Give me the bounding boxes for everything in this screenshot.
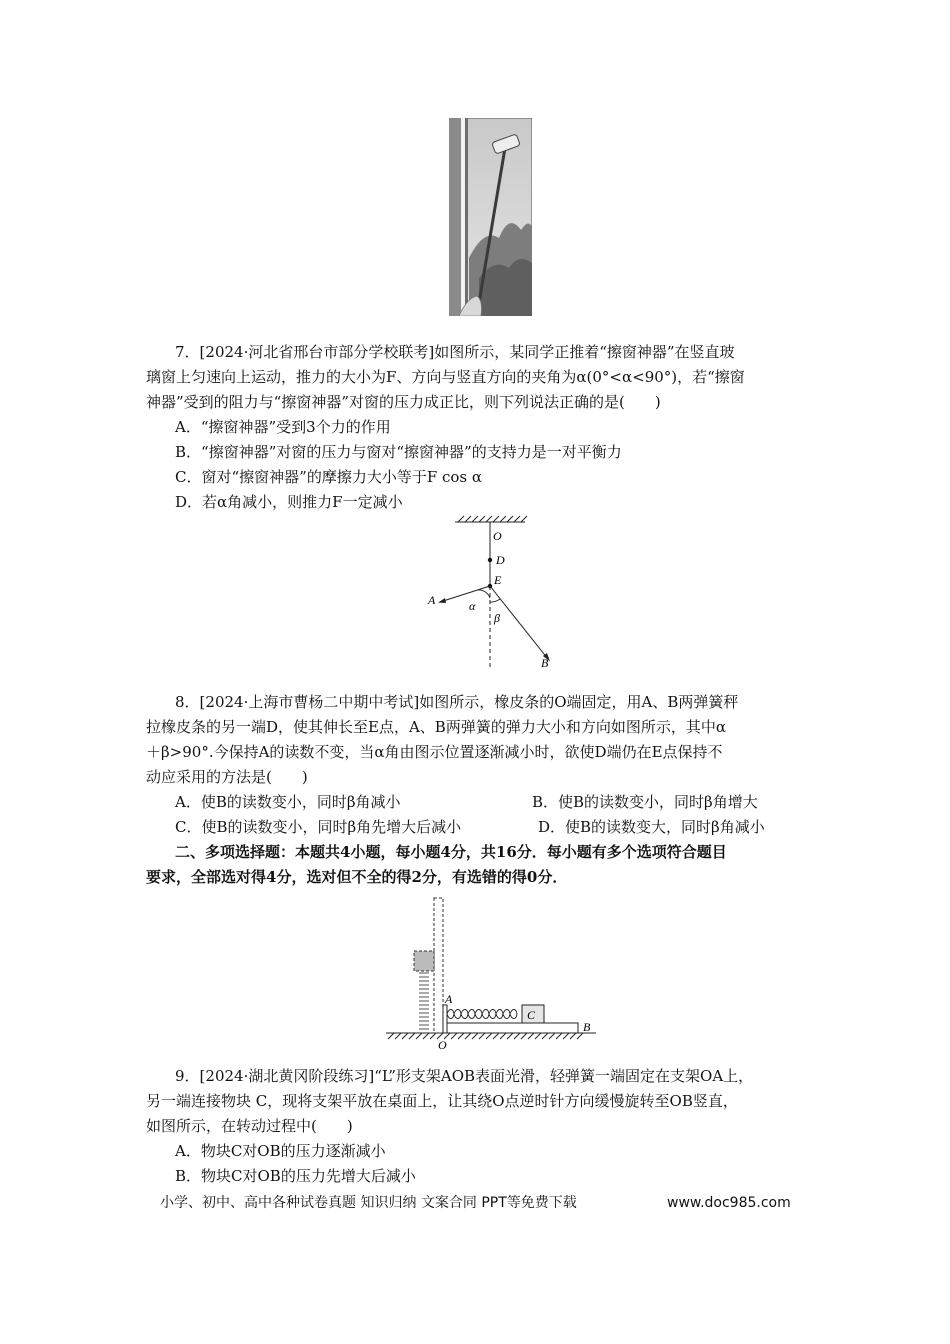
q8-line-1: 8．[2024·上海市曹杨二中期中考试]如图所示，橡皮条的O端固定，用A、B两弹簧秤	[175, 693, 739, 711]
q8-option-c: C．使B的读数变小，同时β角先增大后减小	[175, 818, 462, 836]
q8-option-d: D．使B的读数变大，同时β角减小	[538, 818, 765, 836]
window-cleaner-photo	[449, 118, 532, 316]
footer-link[interactable]: www.doc985.com	[667, 1195, 791, 1211]
section-2-heading-line-2: 要求，全部选对得4分，选对但不全的得2分，有选错的得0分．	[146, 868, 568, 886]
section-2-heading-line-1: 二、多项选择题：本题共4小题，每小题4分，共16分．每小题有多个选项符合题目	[175, 843, 727, 861]
label-O: O	[438, 1038, 447, 1052]
label-A: A	[445, 992, 453, 1006]
label-alpha: α	[469, 599, 476, 613]
label-E: E	[494, 573, 502, 587]
q9-option-b: B．物块C对OB的压力先增大后减小	[175, 1167, 416, 1185]
q7-line-2: 璃窗上匀速向上运动，推力的大小为F、方向与竖直方向的夹角为α(0°<α<90°)，若“擦窗	[146, 368, 745, 386]
footer-text: 小学、初中、高中各种试卷真题 知识归纳 文案合同 PPT等免费下载	[160, 1195, 577, 1211]
label-C: C	[527, 1008, 536, 1022]
q7-option-d: D．若α角减小，则推力F一定减小	[175, 493, 403, 511]
q7-option-a: A．“擦窗神器”受到3个力的作用	[175, 418, 391, 436]
q9-option-a: A．物块C对OB的压力逐渐减小	[175, 1142, 386, 1160]
label-A: A	[428, 593, 436, 607]
q8-line-3: ＋β>90°.今保持A的读数不变，当α角由图示位置逐渐减小时，欲使D端仍在E点保持不	[146, 743, 723, 761]
q7-line-3: 神器”受到的阻力与“擦窗神器”对窗的压力成正比，则下列说法正确的是( )	[146, 393, 661, 411]
label-B: B	[541, 656, 549, 670]
label-D: D	[496, 553, 505, 567]
q7-option-b: B．“擦窗神器”对窗的压力与窗对“擦窗神器”的支持力是一对平衡力	[175, 443, 622, 461]
q8-force-diagram	[420, 512, 580, 672]
label-B: B	[583, 1020, 591, 1034]
label-O: O	[493, 529, 502, 543]
q8-option-a: A．使B的读数变小，同时β角减小	[175, 793, 401, 811]
ceiling-hatch	[455, 516, 527, 522]
q8-option-b: B．使B的读数变小，同时β角增大	[532, 793, 758, 811]
q9-line-1: 9．[2024·湖北黄冈阶段练习]“L”形支架AOB表面光滑，轻弹簧一端固定在支架OA上，	[175, 1067, 754, 1085]
q9-line-3: 如图所示，在转动过程中( )	[146, 1117, 353, 1135]
q8-line-4: 动应采用的方法是( )	[146, 768, 308, 786]
q7-line-1: 7．[2024·河北省邢台市部分学校联考]如图所示，某同学正推着“擦窗神器”在竖直玻	[175, 343, 735, 361]
q9-line-2: 另一端连接物块 C，现将支架平放在桌面上，让其绕O点逆时针方向缓慢旋转至OB竖直，	[146, 1092, 738, 1110]
q7-option-c: C．窗对“擦窗神器”的摩擦力大小等于F cos α	[175, 468, 483, 486]
q9-bracket-diagram	[386, 893, 616, 1053]
label-beta: β	[494, 611, 500, 625]
q8-line-2: 拉橡皮条的另一端D，使其伸长至E点，A、B两弹簧的弹力大小和方向如图所示，其中α	[146, 718, 726, 736]
